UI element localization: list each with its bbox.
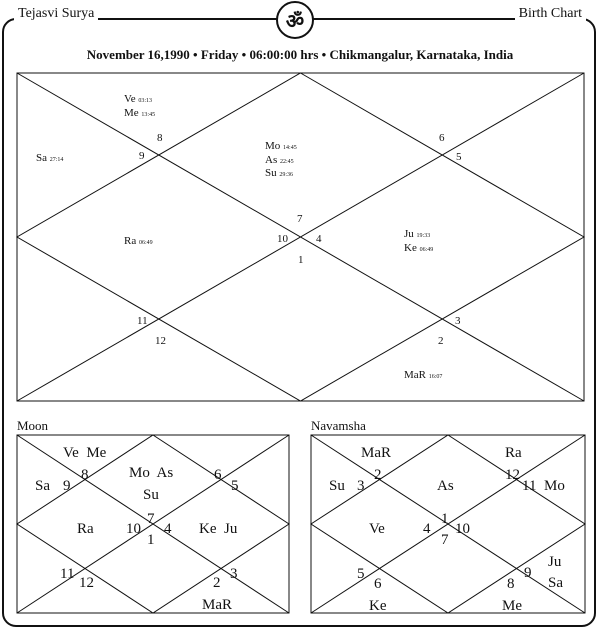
svg-text:Me 13:45 xyxy=(124,107,155,119)
planet-sa-degree: 27:14 xyxy=(49,157,64,163)
svg-text:As 22:45 xyxy=(265,154,294,166)
planet-mo-degree: 14:45 xyxy=(283,145,297,151)
svg-text:Ju 19:33 xyxy=(404,228,430,240)
moon-planets-mid-right: Ke Ju xyxy=(199,521,238,537)
main-chart xyxy=(17,73,586,403)
moon-planets-top-left: Ve Me xyxy=(63,445,107,461)
planet-mo: Mo xyxy=(265,140,281,152)
house-6: 6 xyxy=(439,132,445,144)
house-8: 8 xyxy=(157,132,163,144)
nav-house-4: 4 xyxy=(423,521,431,537)
nav-house-2: 2 xyxy=(374,467,382,483)
house-11: 11 xyxy=(137,315,148,327)
moon-planets-bottom-right: MaR xyxy=(202,597,232,613)
nav-house-3: 3 xyxy=(357,478,365,494)
svg-text:Sa 27:14 xyxy=(36,152,63,164)
nav-planets-center: As xyxy=(437,478,454,494)
moon-chart xyxy=(17,435,291,615)
person-name: Tejasvi Surya xyxy=(14,6,98,22)
moon-chart-label: Moon xyxy=(17,418,49,433)
planet-as-degree: 22:45 xyxy=(279,159,294,165)
moon-house-8: 8 xyxy=(81,467,89,483)
moon-house-1: 1 xyxy=(147,532,155,548)
planet-ke-degree: 06:49 xyxy=(419,247,434,253)
house-4: 4 xyxy=(316,233,322,245)
planet-ve: Ve xyxy=(124,93,136,105)
nav-planets-top-left: MaR xyxy=(361,445,391,461)
house-9: 9 xyxy=(139,150,145,162)
nav-planets-right: Mo xyxy=(544,478,565,494)
planet-mar: MaR xyxy=(404,369,426,381)
nav-house-10: 10 xyxy=(455,521,470,537)
house-5: 5 xyxy=(456,151,462,163)
nav-planets-bottom-right: Me xyxy=(502,598,522,614)
planet-ke: Ke xyxy=(404,242,417,254)
moon-house-10: 10 xyxy=(126,521,141,537)
moon-house-9: 9 xyxy=(63,478,71,494)
svg-text:MaR 16:07 xyxy=(404,369,442,381)
nav-house-6: 6 xyxy=(374,576,382,592)
page-title: Birth Chart xyxy=(515,6,586,22)
moon-house-7: 7 xyxy=(147,511,155,527)
nav-house-1: 1 xyxy=(441,511,449,527)
house-2: 2 xyxy=(438,335,444,347)
nav-house-7: 7 xyxy=(441,532,449,548)
nav-planets-right-lower-2: Sa xyxy=(548,575,563,591)
nav-planets-top-right: Ra xyxy=(505,445,522,461)
nav-house-8: 8 xyxy=(507,576,515,592)
svg-text:Ke 06:49 xyxy=(404,242,433,254)
nav-planets-bottom-left: Ke xyxy=(369,598,387,614)
planet-su: Su xyxy=(265,167,277,179)
house-1: 1 xyxy=(298,254,304,266)
planet-as: As xyxy=(265,154,278,166)
planet-sa: Sa xyxy=(36,152,47,164)
moon-house-12: 12 xyxy=(79,575,94,591)
planet-me-degree: 13:45 xyxy=(141,112,156,118)
moon-house-6: 6 xyxy=(214,467,222,483)
moon-planets-center-bottom: Su xyxy=(143,487,159,503)
moon-planets-mid-left: Ra xyxy=(77,521,94,537)
svg-text:Ra 06:49 xyxy=(124,235,153,247)
planet-mar-degree: 16:07 xyxy=(428,374,443,380)
planet-ju: Ju xyxy=(404,228,414,240)
house-10: 10 xyxy=(277,233,288,245)
house-7: 7 xyxy=(297,213,303,225)
navamsha-chart-label: Navamsha xyxy=(311,418,366,433)
birth-details: November 16,1990 • Friday • 06:00:00 hrs • Chikmangalur, Karnataka, India xyxy=(86,47,514,62)
house-12: 12 xyxy=(155,335,166,347)
moon-house-2: 2 xyxy=(213,575,221,591)
planet-ra-degree: 06:49 xyxy=(138,240,153,246)
nav-house-11: 11 xyxy=(522,478,537,494)
house-3: 3 xyxy=(455,315,461,327)
nav-house-12: 12 xyxy=(505,467,520,483)
svg-text:Mo 14:45 xyxy=(265,140,297,152)
planet-me: Me xyxy=(124,107,139,119)
moon-house-11: 11 xyxy=(60,566,75,582)
navamsha-chart xyxy=(311,435,587,615)
nav-house-5: 5 xyxy=(357,566,365,582)
moon-planets-center-top: Mo As xyxy=(129,465,174,481)
om-icon: ॐ xyxy=(276,1,314,39)
planet-ju-degree: 19:33 xyxy=(416,233,431,239)
planet-ve-degree: 03:13 xyxy=(138,98,153,104)
nav-planets-left: Su xyxy=(329,478,345,494)
moon-house-4: 4 xyxy=(164,521,172,537)
nav-house-9: 9 xyxy=(524,565,532,581)
svg-text:Su 29:36 xyxy=(265,167,293,179)
moon-house-3: 3 xyxy=(230,566,238,582)
nav-planets-right-lower-1: Ju xyxy=(548,554,562,570)
planet-su-degree: 29:36 xyxy=(279,172,294,178)
moon-house-5: 5 xyxy=(231,478,239,494)
planet-ra: Ra xyxy=(124,235,137,247)
svg-text:Ve 03:13 xyxy=(124,93,152,105)
nav-planets-mid-left: Ve xyxy=(369,521,385,537)
moon-planets-left: Sa xyxy=(35,478,50,494)
